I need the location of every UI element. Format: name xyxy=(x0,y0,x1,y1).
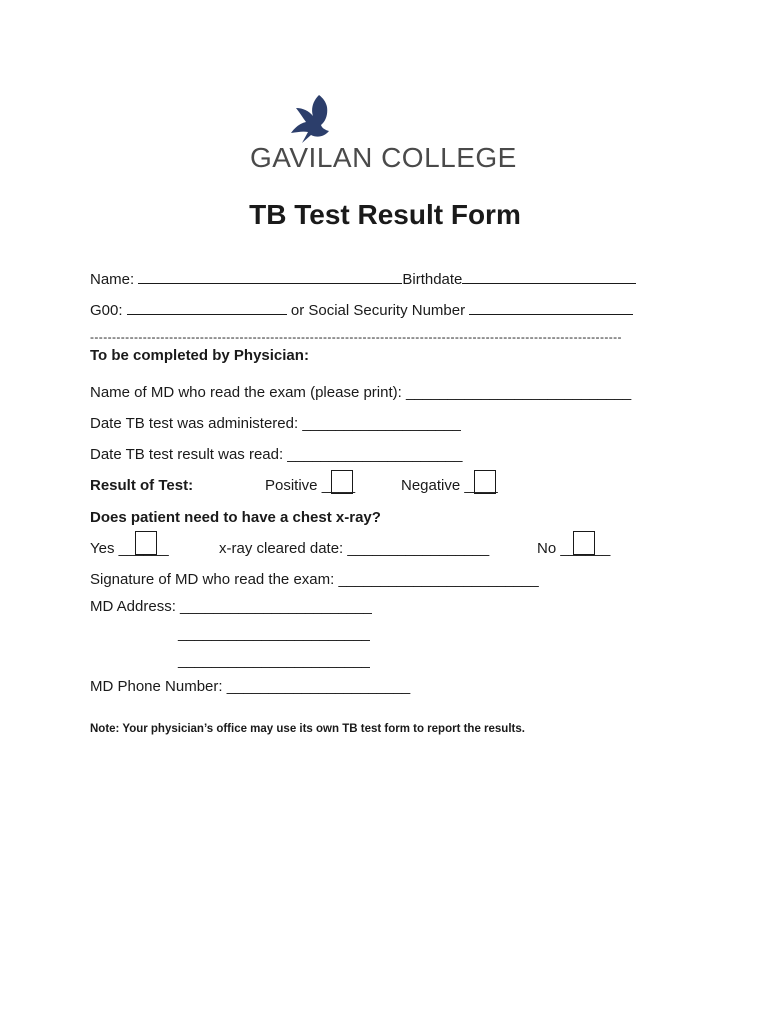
negative-checkbox[interactable] xyxy=(474,470,496,494)
date-read-field[interactable]: Date TB test result was read: _____________________ xyxy=(90,446,463,463)
yes-checkbox[interactable] xyxy=(135,531,157,555)
no-checkbox[interactable] xyxy=(573,531,595,555)
positive-checkbox[interactable] xyxy=(331,470,353,494)
ssn-label: or Social Security Number xyxy=(290,302,466,319)
date-administered-field[interactable]: Date TB test was administered: ___________________ xyxy=(90,415,461,432)
college-logo-text: GAVILAN COLLEGE xyxy=(250,142,517,173)
md-address-line-2[interactable]: _______________________ xyxy=(178,625,370,642)
g00-row xyxy=(90,299,633,320)
positive-label: Positive ____ xyxy=(265,477,356,494)
md-address-line-3[interactable]: _______________________ xyxy=(178,652,370,669)
page-title: TB Test Result Form xyxy=(249,199,521,230)
birthdate-label: Birthdate xyxy=(402,271,463,288)
dove-logo-icon xyxy=(282,94,336,144)
physician-heading: To be completed by Physician: xyxy=(90,347,309,364)
signature-field[interactable]: Signature of MD who read the exam: ________________________ xyxy=(90,571,539,588)
result-label: Result of Test: xyxy=(90,477,194,494)
g00-label: G00: xyxy=(90,302,123,319)
md-phone-field[interactable]: MD Phone Number: ______________________ xyxy=(90,678,411,695)
birthdate-field[interactable] xyxy=(462,268,636,284)
xray-cleared-date-field[interactable]: x-ray cleared date: _________________ xyxy=(219,540,490,557)
g00-field[interactable] xyxy=(127,299,287,315)
ssn-field[interactable] xyxy=(469,299,633,315)
dashed-divider: ------------------------------------------------------------------------------------------------------------------------- xyxy=(90,330,622,344)
name-label: Name: xyxy=(90,271,135,288)
yes-label: Yes ______ xyxy=(90,540,169,557)
xray-question: Does patient need to have a chest x-ray? xyxy=(90,509,381,526)
name-field[interactable] xyxy=(138,268,402,284)
footer-note: Note: Your physician’s office may use its own TB test form to report the results. xyxy=(90,723,525,735)
no-label: No ______ xyxy=(537,540,611,557)
md-address-field[interactable]: MD Address: _______________________ xyxy=(90,598,372,615)
md-name-field[interactable]: Name of MD who read the exam (please print): ___________________________ xyxy=(90,384,632,401)
negative-label: Negative ____ xyxy=(401,477,498,494)
name-row xyxy=(90,268,636,289)
